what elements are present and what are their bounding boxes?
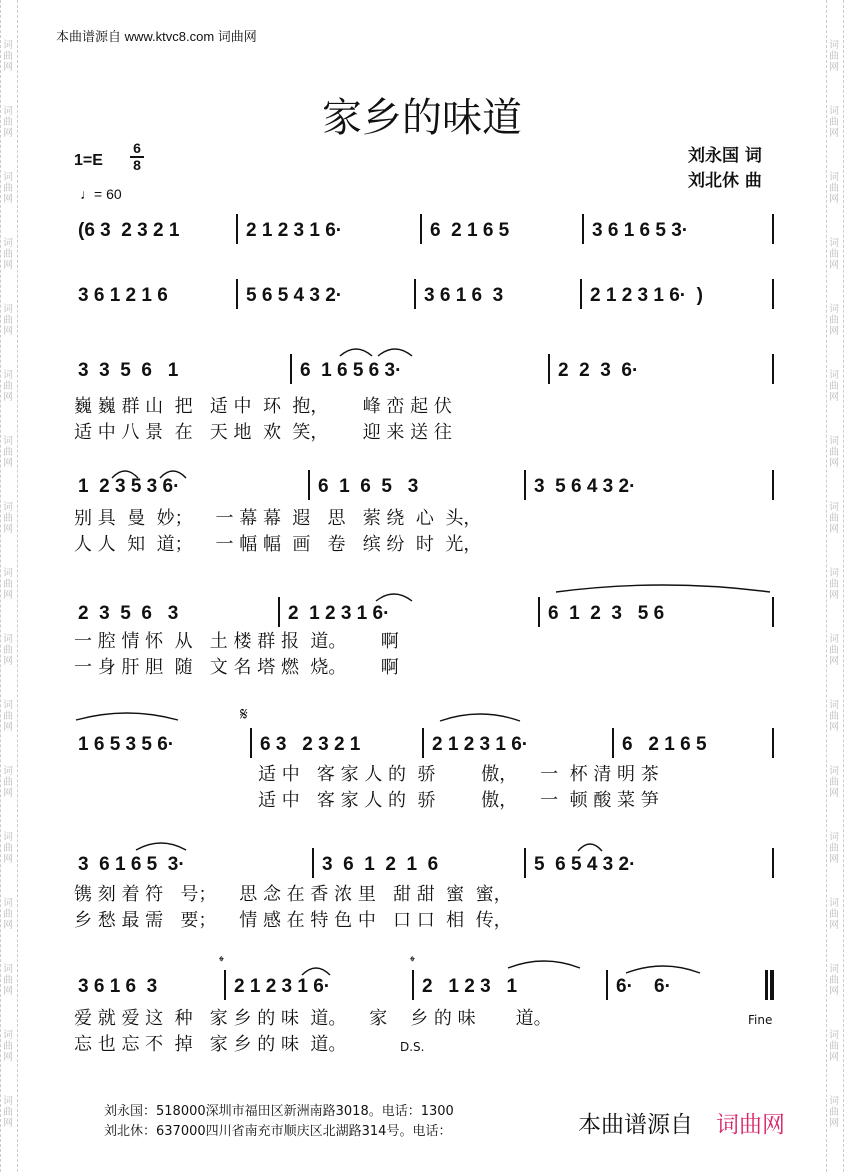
watermark-text: 词曲网 (3, 436, 13, 469)
watermark-text: 词曲网 (3, 964, 13, 997)
measure: 3 6 1 6 5 3· (592, 220, 689, 241)
measure: 3 3 5 6 1 (78, 360, 179, 381)
measure: (6 3 2 3 2 1 (78, 220, 180, 241)
watermark-text: 词曲网 (829, 436, 839, 469)
slur (112, 471, 138, 478)
key-signature: 1=E (74, 152, 103, 169)
watermark-text: 词曲网 (829, 172, 839, 205)
lyric-line: 一 腔 情 怀 从 土 楼 群 报 道。 啊 (74, 631, 399, 652)
lyric-line: 适 中 客 家 人 的 骄 傲， 一 杯 清 明 茶 (258, 764, 659, 785)
watermark-text: 词曲网 (829, 238, 839, 271)
watermark-text: 词曲网 (829, 898, 839, 931)
tempo-marking: ♩= 60 (80, 186, 122, 202)
song-title: 家乡的味道 (322, 95, 522, 141)
measure: 3 6 1 2 1 6 (78, 285, 168, 306)
measure: 1 6 5 3 5 6· (78, 734, 175, 755)
measure: 6 1 6 5 6 3· (300, 360, 402, 381)
measure: 6 3 2 3 2 1 (260, 734, 361, 755)
watermark-text: 词曲网 (829, 700, 839, 733)
measure: 6 1 2 3 5 6 (548, 603, 665, 624)
measure: 2 2 3 6· (558, 360, 639, 381)
lyric-line: 忘 也 忘 不 掉 家 乡 的 味 道。 (74, 1034, 347, 1055)
watermark-text: 词曲网 (829, 40, 839, 73)
watermark-text: 词曲网 (3, 40, 13, 73)
lyric-line: 爱 就 爱 这 种 家 乡 的 味 道。 家 乡 的 味 道。 (74, 1008, 552, 1029)
lyric-line: 适 中 八 景 在 天 地 欢 笑， 迎 来 送 往 (74, 422, 452, 443)
footer-composer-address: 刘北休：637000四川省南充市顺庆区北湖路314号。电话： (104, 1124, 452, 1139)
slur (440, 714, 520, 721)
segno-mark: 𝄋 (240, 704, 248, 725)
watermark-text: 词曲网 (829, 1030, 839, 1063)
watermark-text: 词曲网 (3, 106, 13, 139)
slur (136, 843, 186, 850)
measure: 2 3 5 6 3 (78, 603, 179, 624)
watermark-text: 词曲网 (3, 1096, 13, 1129)
measure: 5 6 5 4 3 2· (246, 285, 343, 306)
meter-bottom: 8 (133, 157, 141, 173)
measure: 3 6 1 6 5 3· (78, 854, 185, 875)
measure: 3 6 1 6 3 (78, 976, 158, 997)
slur (556, 585, 770, 592)
ds-mark: D.S. (400, 1040, 425, 1054)
watermark-text: 词曲网 (829, 568, 839, 601)
watermark-text: 词曲网 (829, 370, 839, 403)
measure: 3 6 1 2 1 6 (322, 854, 439, 875)
composer-credit: 刘北休 曲 (688, 171, 762, 191)
measure: 2 1 2 3 1 6· (246, 220, 343, 241)
watermark-text: 词曲网 (3, 502, 13, 535)
footer-lyricist-address: 刘永国：518000深圳市福田区新洲南路3018。电话：1300 (104, 1104, 454, 1119)
source-header: 本曲谱源自 www.ktvc8.com 词曲网 (56, 29, 257, 44)
watermark-text: 词曲网 (829, 964, 839, 997)
slur (376, 594, 412, 601)
slur (160, 471, 186, 478)
measure: 1 2 3 5 3 6· (78, 476, 180, 497)
measure: 5 6 5 4 3 2· (534, 854, 636, 875)
lyric-line: 镌 刻 着 符 号； 思 念 在 香 浓 里 甜 甜 蜜 蜜， (74, 884, 512, 905)
measure: 3 6 1 6 3 (424, 285, 504, 306)
lyric-line: 巍 巍 群 山 把 适 中 环 抱， 峰 峦 起 伏 (74, 396, 452, 417)
watermark-text: 词曲网 (3, 238, 13, 271)
measure: 6· 6· (616, 976, 671, 997)
coda-mark-2: 𝄌 (410, 954, 415, 970)
measure: 2 1 2 3 1 6· ) (590, 285, 704, 306)
watermark-text: 词曲网 (829, 106, 839, 139)
slur (378, 349, 412, 356)
watermark-text: 词曲网 (3, 766, 13, 799)
lyric-line: 适 中 客 家 人 的 骄 傲， 一 顿 酸 菜 笋 (258, 790, 659, 811)
measure: 2 1 2 3 1 (422, 976, 518, 997)
measure: 6 1 6 5 3 (318, 476, 419, 497)
fine-mark: Fine (748, 1013, 773, 1027)
watermark-text: 词曲网 (3, 1030, 13, 1063)
measure: 2 1 2 3 1 6· (432, 734, 529, 755)
stamp-site-name: 词曲网 (716, 1112, 785, 1138)
slur (302, 968, 330, 975)
watermark-text: 词曲网 (829, 832, 839, 865)
watermark-text: 词曲网 (829, 304, 839, 337)
measure: 2 1 2 3 1 6· (234, 976, 331, 997)
lyric-line: 别 具 曼 妙； 一 幕 幕 遐 思 萦 绕 心 头， (74, 508, 482, 529)
measure: 2 1 2 3 1 6· (288, 603, 390, 624)
watermark-text: 词曲网 (829, 766, 839, 799)
slur (626, 966, 700, 973)
watermark-text: 词曲网 (829, 502, 839, 535)
watermark-text: 词曲网 (3, 700, 13, 733)
measure: 6 2 1 6 5 (430, 220, 510, 241)
slur (340, 349, 372, 356)
stamp-source-text: 本曲谱源自 (578, 1112, 693, 1138)
slur (508, 961, 580, 968)
slur (578, 844, 602, 851)
watermark-text: 词曲网 (3, 304, 13, 337)
measure: 3 5 6 4 3 2· (534, 476, 636, 497)
watermark-text: 词曲网 (3, 568, 13, 601)
measure: 6 2 1 6 5 (622, 734, 707, 755)
lyric-line: 乡 愁 最 需 要； 情 感 在 特 色 中 口 口 相 传， (74, 910, 512, 931)
coda-mark-1: 𝄌 (219, 954, 224, 970)
lyric-line: 一 身 肝 胆 随 文 名 塔 燃 烧。 啊 (74, 657, 399, 678)
meter-top: 6 (133, 140, 141, 156)
lyricist-credit: 刘永国 词 (688, 146, 762, 166)
watermark-text: 词曲网 (3, 898, 13, 931)
watermark-text: 词曲网 (829, 634, 839, 667)
lyric-line: 人 人 知 道； 一 幅 幅 画 卷 缤 纷 时 光， (74, 534, 482, 555)
watermark-text: 词曲网 (3, 370, 13, 403)
watermark-text: 词曲网 (3, 634, 13, 667)
watermark-text: 词曲网 (3, 832, 13, 865)
watermark-text: 词曲网 (3, 172, 13, 205)
watermark-text: 词曲网 (829, 1096, 839, 1129)
slur (76, 713, 178, 720)
